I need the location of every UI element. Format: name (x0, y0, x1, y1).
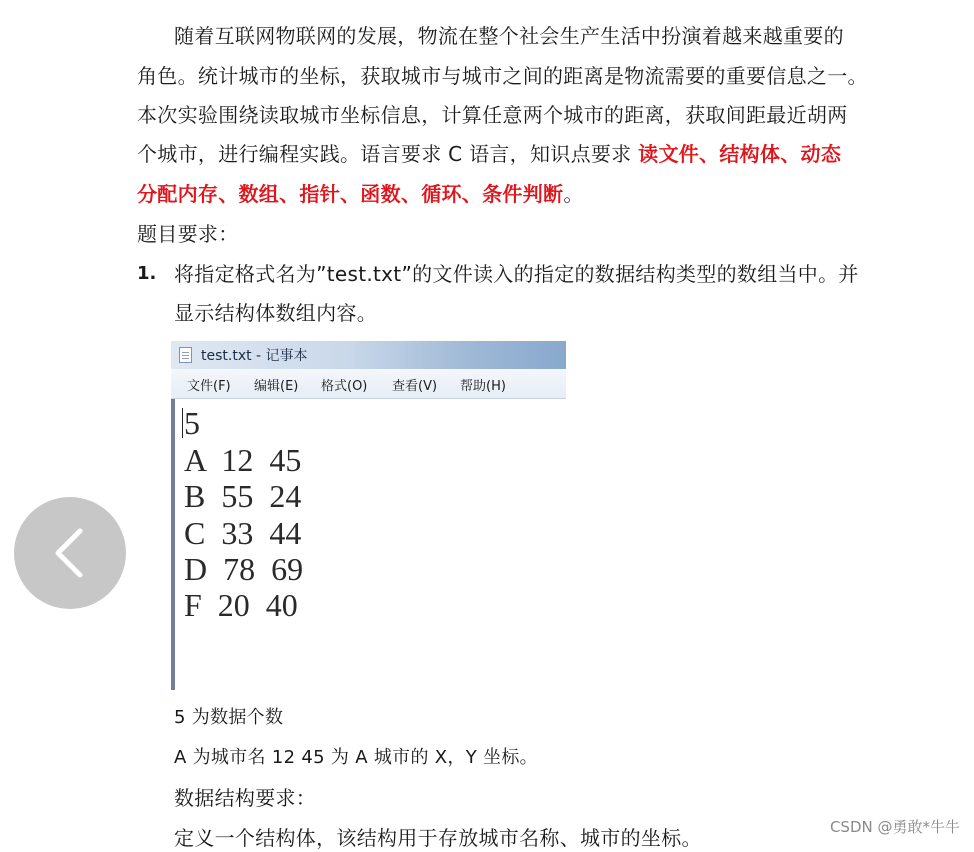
paragraph-line-1: 随着互联网物联网的发展，物流在整个社会生产生活中扮演着越来越重要的 (174, 24, 844, 48)
text-caret (182, 408, 183, 438)
notepad-titlebar (171, 341, 566, 369)
notepad-line-c: C 33 44 (184, 515, 302, 551)
paragraph-line-4 (137, 140, 841, 168)
note-count: 5 为数据个数 (174, 707, 284, 728)
menu-help: 帮助(H) (460, 379, 506, 394)
item-1-line-2: 显示结构体数组内容。 (174, 301, 377, 325)
struct-heading: 数据结构要求： (174, 786, 317, 810)
menu-view: 查看(V) (392, 379, 438, 394)
menu-edit: 编辑(E) (254, 379, 299, 394)
requirements-end: 。 (563, 182, 584, 206)
notepad-text-area (171, 399, 566, 690)
paragraph-line-3: 本次实验围绕读取城市坐标信息，计算任意两个城市的距离，获取间距最近胡两 (137, 103, 848, 127)
item-1-number: 1. (137, 263, 157, 284)
csdn-watermark: CSDN @勇敢*牛牛 (829, 818, 960, 836)
paragraph-line-2: 角色。统计城市的坐标，获取城市与城市之间的距离是物流需要的重要信息之一。 (137, 64, 868, 88)
notepad-menubar (171, 369, 566, 399)
paragraph-line-4-text: 个城市，进行编程实践。语言要求 C 语言，知识点要求 (137, 142, 632, 166)
notepad-title: test.txt - 记事本 (201, 348, 308, 364)
item-1-line-1: 将指定格式名为”test.txt”的文件读入的指定的数据结构类型的数组当中。并 (174, 262, 859, 286)
notepad-line-d: D 78 69 (184, 551, 304, 587)
struct-description: 定义一个结构体，该结构用于存放城市名称、城市的坐标。 (174, 826, 702, 850)
menu-file: 文件(F) (187, 379, 231, 394)
requirements-highlight-1: 读文件、结构体、动态 (638, 142, 842, 166)
chevron-left-icon (14, 497, 126, 609)
notepad-line-b: B 55 24 (184, 478, 302, 514)
menu-format: 格式(O) (321, 379, 368, 394)
section-heading: 题目要求： (137, 222, 239, 246)
notepad-file-icon (179, 347, 192, 363)
notepad-line-count: 5 (184, 405, 200, 441)
notepad-line-a: A 12 45 (184, 442, 302, 478)
back-button[interactable] (14, 497, 126, 609)
paragraph-line-5 (137, 180, 584, 208)
notepad-line-f: F 20 40 (184, 587, 298, 623)
requirements-highlight-2: 分配内存、数组、指针、函数、循环、条件判断 (137, 182, 564, 206)
notepad-screenshot (171, 341, 566, 690)
note-city: A 为城市名 12 45 为 A 城市的 X，Y 坐标。 (174, 747, 538, 768)
